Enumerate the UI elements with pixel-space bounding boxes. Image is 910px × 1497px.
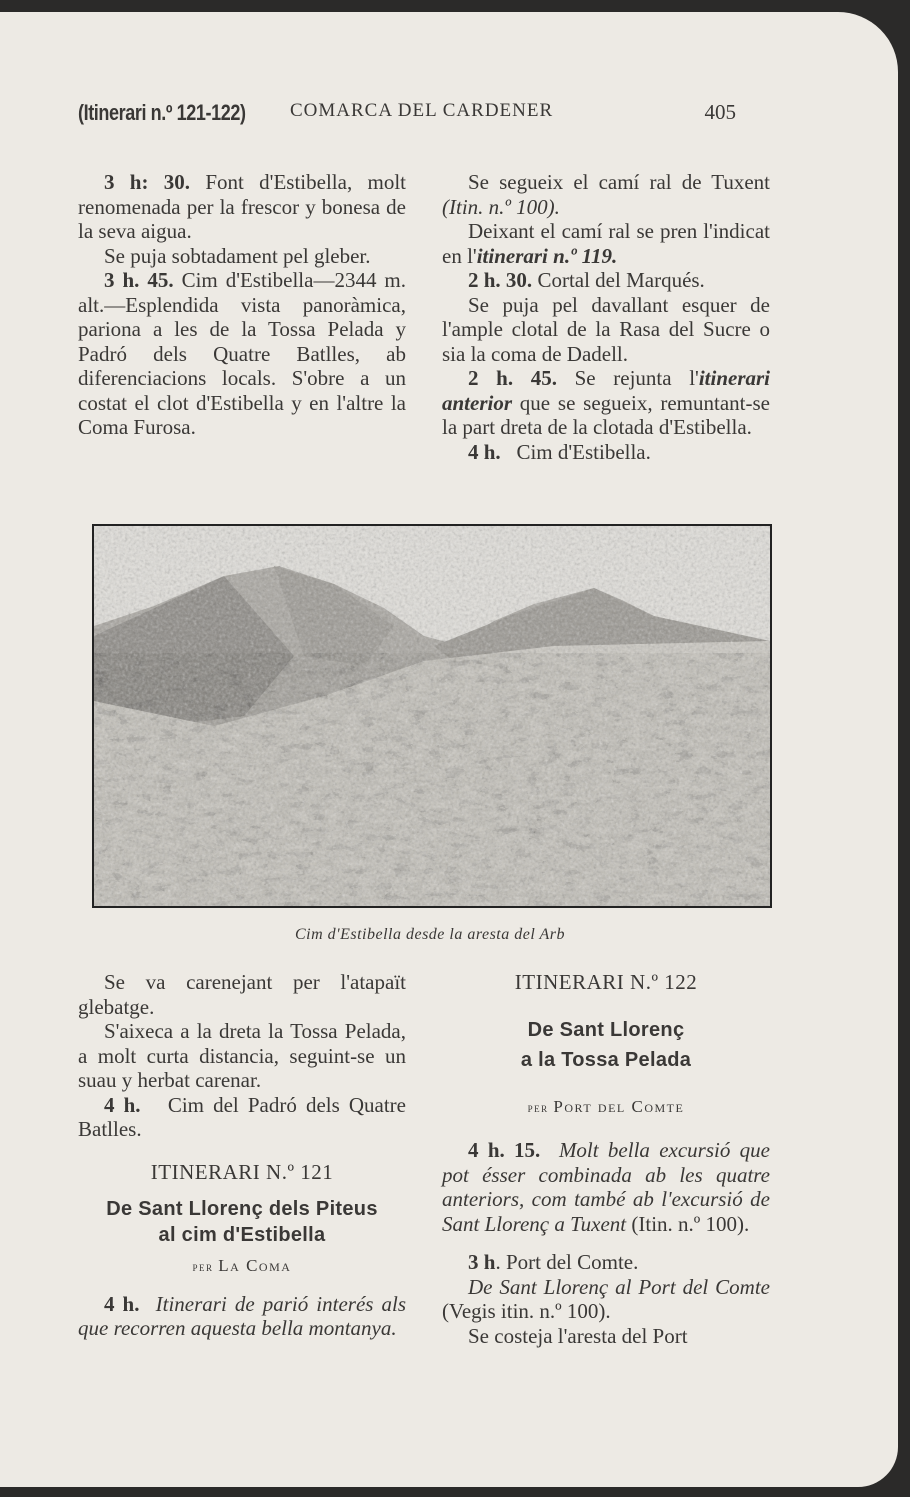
paragraph-text: (Vegis itin. n.º 100). [442, 1299, 611, 1323]
paragraph [78, 1292, 406, 1341]
time-marker: 4 h. [104, 1092, 141, 1117]
paragraph-text: Font d'Estibella, molt renomenada per la frescor y bonesa de la seva aigua. [78, 170, 407, 243]
paragraph [78, 1093, 406, 1142]
region-title: COMARCA DEL CARDENER [290, 100, 554, 121]
paragraph-text: Se segueix el camí ral de Tuxent [468, 170, 770, 194]
paragraph [442, 1275, 770, 1324]
paragraph [442, 219, 770, 268]
mountain-photograph [92, 524, 772, 908]
itinerary-title [78, 1196, 406, 1248]
time-marker: 3 h [468, 1250, 496, 1274]
paragraph-text: Cim del Padró dels Quatre Batlles. [78, 1092, 406, 1141]
paragraph: Se costeja l'aresta del Port [468, 1323, 688, 1348]
column-top-left [78, 170, 406, 440]
paragraph: Se puja sobtadament pel gleber. [104, 243, 371, 268]
paragraph-text: Deixant el camí ral se pren l'indicat en l' [442, 219, 770, 268]
paragraph [442, 268, 770, 293]
running-header [78, 100, 736, 130]
paragraph [78, 268, 406, 440]
paragraph-text: que se segueix, remuntant-se la part dreta de la clotada d'Estibella. [442, 390, 770, 439]
paragraph [78, 170, 406, 244]
paragraph-text: Cim d'Estibella—2344 m. alt.—Esplendida vista panoràmica, pariona a les de la Tossa Pelada y Padró dels Quatre Batlles, ab diferenciacions locals. S'obre a un costat el clot d'Estibella y en l'altre la Coma Furosa. [78, 268, 406, 439]
itinerary-title-line: De Sant Llorenç [527, 1018, 685, 1041]
paragraph-text: Molt bella excursió que pot ésser combinada ab les quatre anteriors, com també ab l'excursió de Sant Llorenç a Tuxent [442, 1138, 770, 1236]
landscape-image [94, 526, 770, 906]
column-bottom-left [78, 970, 406, 1341]
paragraph [442, 1250, 770, 1275]
photo-caption: Cim d'Estibella desde la aresta del Arb [294, 926, 565, 943]
time-marker: 4 h. 15. [468, 1138, 541, 1162]
paragraph-text: . Port del Comte. [495, 1250, 639, 1274]
route-name: La Coma [218, 1256, 292, 1275]
paragraph [442, 1138, 770, 1236]
paragraph [442, 440, 770, 465]
column-bottom-right [442, 970, 770, 1348]
itinerary-title-line: De Sant Llorenç dels Piteus [106, 1198, 378, 1220]
route-name: Port del Comte [553, 1096, 685, 1116]
time-marker: 2 h. 45. [468, 366, 557, 390]
paragraph [442, 170, 770, 219]
paragraph-text: Itinerari de parió interés als que recorren aquesta bella montanya. [78, 1291, 407, 1340]
time-marker: 4 h. [104, 1291, 140, 1316]
time-marker: 3 h: 30. [104, 170, 191, 194]
italic-reference: itinerari n.º 119. [476, 243, 618, 268]
time-marker: 2 h. 30. [468, 268, 533, 292]
itinerary-title-line: a la Tossa Pelada [520, 1048, 692, 1071]
itinerary-title-line: al cim d'Estibella [158, 1224, 326, 1246]
page-number: 405 [704, 100, 736, 124]
paragraph: S'aixeca a la dreta la Tossa Pelada, a molt curta distancia, seguint-se un suau y herbat carenar. [78, 1019, 406, 1092]
paragraph: Se puja pel davallant esquer de l'ample clotal de la Rasa del Sucre o sia la coma de Dadell. [442, 292, 770, 366]
paragraph-text: (Itin. n.º 100). [626, 1211, 750, 1236]
photo-grain [94, 526, 770, 906]
paragraph: Se va carenejant per l'atapaït glebatge. [78, 970, 406, 1019]
route-prefix: per [527, 1099, 549, 1115]
itinerary-reference: (Itinerari n.º 121-122) [78, 100, 246, 125]
paragraph-text: Se rejunta l' [574, 366, 699, 390]
column-top-right [442, 170, 770, 464]
route-prefix: per [192, 1259, 214, 1274]
paragraph-text: Cim d'Estibella. [516, 439, 651, 464]
italic-reference: (Itin. n.º 100). [442, 194, 560, 219]
paragraph-text: Cortal del Marqués. [537, 268, 705, 292]
itinerary-route [442, 1095, 770, 1121]
time-marker: 3 h. 45. [104, 268, 174, 292]
itinerary-route [78, 1254, 406, 1280]
time-marker: 4 h. [468, 439, 501, 464]
itinerary-heading: ITINERARI N.º 122 [514, 970, 698, 994]
paragraph [442, 366, 770, 440]
itinerary-title [442, 1015, 770, 1075]
itinerary-heading: ITINERARI N.º 121 [150, 1159, 334, 1184]
paragraph-text: De Sant Llorenç al Port del Comte [468, 1274, 770, 1299]
italic-reference: itinerari anterior [442, 366, 770, 415]
book-page [0, 12, 898, 1487]
